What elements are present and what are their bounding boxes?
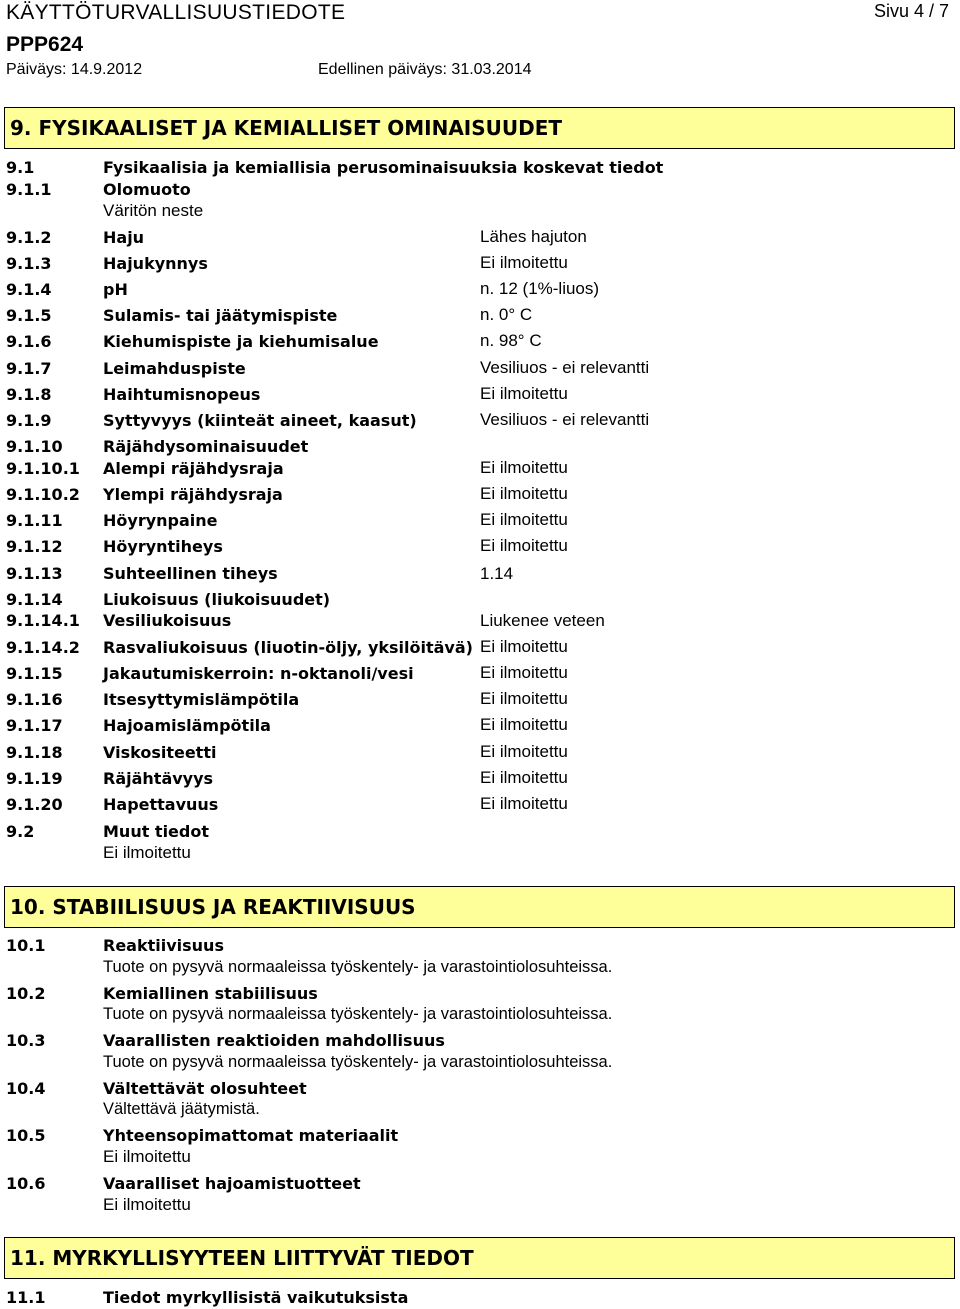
- row-label: Räjähdysominaisuudet: [103, 437, 309, 456]
- row-label: Räjähtävyys: [103, 769, 214, 788]
- row-label: Höyryntiheys: [103, 537, 223, 556]
- item-number: 10.6: [6, 1174, 46, 1193]
- item-number: 10.3: [6, 1031, 46, 1050]
- row-number: 9.1.4: [6, 280, 52, 299]
- item-text: Vältettävä jäätymistä.: [103, 1100, 260, 1118]
- row-value: n. 98° C: [480, 331, 542, 350]
- row-number: 9.1: [6, 158, 35, 177]
- row-label: Ylempi räjähdysraja: [103, 485, 283, 504]
- row-label: Olomuoto: [103, 180, 191, 199]
- row-number: 9.1.8: [6, 385, 52, 404]
- row-label: Hajoamislämpötila: [103, 716, 271, 735]
- row-number: 9.1.20: [6, 795, 63, 814]
- row-number: 9.1.17: [6, 716, 63, 735]
- row-value: Ei ilmoitettu: [480, 253, 568, 272]
- row-value: Lähes hajuton: [480, 227, 587, 246]
- page-number: Sivu 4 / 7: [874, 1, 950, 21]
- row-label: Alempi räjähdysraja: [103, 459, 284, 478]
- row-value: Ei ilmoitettu: [480, 484, 568, 503]
- issue-date: Päiväys: 14.9.2012: [6, 61, 143, 78]
- item-text: Tuote on pysyvä normaaleissa työskentely- ja varastointiolosuhteissa.: [103, 1053, 613, 1071]
- row-number: 9.1.12: [6, 537, 63, 556]
- row-value: Liukenee veteen: [480, 611, 605, 630]
- row-value: 1.14: [480, 564, 514, 583]
- row-number: 9.1.6: [6, 332, 52, 351]
- item-label: Kemiallinen stabiilisuus: [103, 984, 318, 1003]
- item-text: Tuote on pysyvä normaaleissa työskentely- ja varastointiolosuhteissa.: [103, 958, 613, 976]
- row-value: Ei ilmoitettu: [480, 715, 568, 734]
- row-number: 9.1.11: [6, 511, 63, 530]
- row-value: n. 12 (1%-liuos): [480, 279, 600, 298]
- section-9-title: 9. FYSIKAALISET JA KEMIALLISET OMINAISUUDET: [10, 116, 563, 140]
- row-value: Ei ilmoitettu: [480, 536, 568, 555]
- item-number: 10.5: [6, 1126, 46, 1145]
- row-value: Ei ilmoitettu: [480, 510, 568, 529]
- row-number: 9.1.1: [6, 180, 52, 199]
- row-number: 9.1.18: [6, 743, 63, 762]
- item-number: 10.4: [6, 1079, 46, 1098]
- item-label: Vältettävät olosuhteet: [103, 1079, 307, 1098]
- row-label: Vesiliukoisuus: [103, 611, 232, 630]
- row-label: Suhteellinen tiheys: [103, 564, 278, 583]
- item-number: 11.1: [6, 1288, 46, 1307]
- row-value: Vesiliuos - ei relevantti: [480, 410, 650, 429]
- section-10-header: [4, 886, 955, 928]
- row-label: Kiehumispiste ja kiehumisalue: [103, 332, 379, 351]
- document-title: KÄYTTÖTURVALLISUUSTIEDOTE: [6, 1, 346, 24]
- row-label: Leimahduspiste: [103, 359, 246, 378]
- item-text: Ei ilmoitettu: [103, 1147, 191, 1166]
- row-value: Ei ilmoitettu: [480, 458, 568, 477]
- row-value: Ei ilmoitettu: [480, 794, 568, 813]
- row-number: 9.1.15: [6, 664, 63, 683]
- row-number: 9.1.14.1: [6, 611, 80, 630]
- row-number: 9.1.19: [6, 769, 63, 788]
- row-label: Hapettavuus: [103, 795, 219, 814]
- row-value: Ei ilmoitettu: [480, 689, 568, 708]
- item-number: 10.2: [6, 984, 46, 1003]
- previous-date: Edellinen päiväys: 31.03.2014: [318, 61, 532, 78]
- row-label: Muut tiedot: [103, 822, 209, 841]
- product-code: PPP624: [6, 33, 84, 56]
- section-10-title: 10. STABIILISUUS JA REAKTIIVISUUS: [10, 895, 416, 919]
- row-number: 9.1.14: [6, 590, 63, 609]
- item-label: Vaaralliset hajoamistuotteet: [103, 1174, 361, 1193]
- row-value: Ei ilmoitettu: [480, 768, 568, 787]
- row-label: Viskositeetti: [103, 743, 217, 762]
- row-value: Vesiliuos - ei relevantti: [480, 358, 650, 377]
- row-value: Ei ilmoitettu: [480, 663, 568, 682]
- row-number: 9.1.10.2: [6, 485, 80, 504]
- item-label: Tiedot myrkyllisistä vaikutuksista: [103, 1288, 409, 1307]
- row-label: Syttyvyys (kiinteät aineet, kaasut): [103, 411, 417, 430]
- row-number: 9.1.14.2: [6, 638, 80, 657]
- row-number: 9.1.10.1: [6, 459, 80, 478]
- section-9-header: [4, 107, 955, 149]
- row-label: Haihtumisnopeus: [103, 385, 261, 404]
- item-text: Ei ilmoitettu: [103, 1195, 191, 1214]
- row-label: Sulamis- tai jäätymispiste: [103, 306, 338, 325]
- item-label: Reaktiivisuus: [103, 936, 224, 955]
- row-label: Itsesyttymislämpötila: [103, 690, 300, 709]
- row-number: 9.1.13: [6, 564, 63, 583]
- row-value: Ei ilmoitettu: [480, 637, 568, 656]
- row-label: Haju: [103, 228, 145, 247]
- row-label: Hajukynnys: [103, 254, 208, 273]
- item-label: Vaarallisten reaktioiden mahdollisuus: [103, 1031, 445, 1050]
- row-label: Fysikaalisia ja kemiallisia perusominaisuuksia koskevat tiedot: [103, 158, 664, 177]
- row-number: 9.1.16: [6, 690, 63, 709]
- row-label: Rasvaliukoisuus (liuotin-öljy, yksilöitävä): [103, 638, 473, 657]
- row-value: Ei ilmoitettu: [480, 384, 568, 403]
- item-label: Yhteensopimattomat materiaalit: [103, 1126, 399, 1145]
- row-number: 9.1.10: [6, 437, 63, 456]
- section-11-title: 11. MYRKYLLISYYTEEN LIITTYVÄT TIEDOT: [10, 1246, 474, 1270]
- item-text: Tuote on pysyvä normaaleissa työskentely- ja varastointiolosuhteissa.: [103, 1005, 613, 1023]
- row-number: 9.1.5: [6, 306, 52, 325]
- row-subvalue: Väritön neste: [103, 201, 204, 220]
- row-label: pH: [103, 280, 128, 299]
- row-subvalue: Ei ilmoitettu: [103, 843, 191, 862]
- row-number: 9.1.9: [6, 411, 52, 430]
- row-label: Liukoisuus (liukoisuudet): [103, 590, 331, 609]
- section-11-header: [4, 1237, 955, 1279]
- row-value: Ei ilmoitettu: [480, 742, 568, 761]
- row-label: Jakautumiskerroin: n-oktanoli/vesi: [103, 664, 414, 683]
- row-number: 9.1.7: [6, 359, 52, 378]
- row-number: 9.2: [6, 822, 35, 841]
- row-number: 9.1.2: [6, 228, 52, 247]
- row-label: Höyrynpaine: [103, 511, 218, 530]
- row-number: 9.1.3: [6, 254, 52, 273]
- row-value: n. 0° C: [480, 305, 533, 324]
- item-number: 10.1: [6, 936, 46, 955]
